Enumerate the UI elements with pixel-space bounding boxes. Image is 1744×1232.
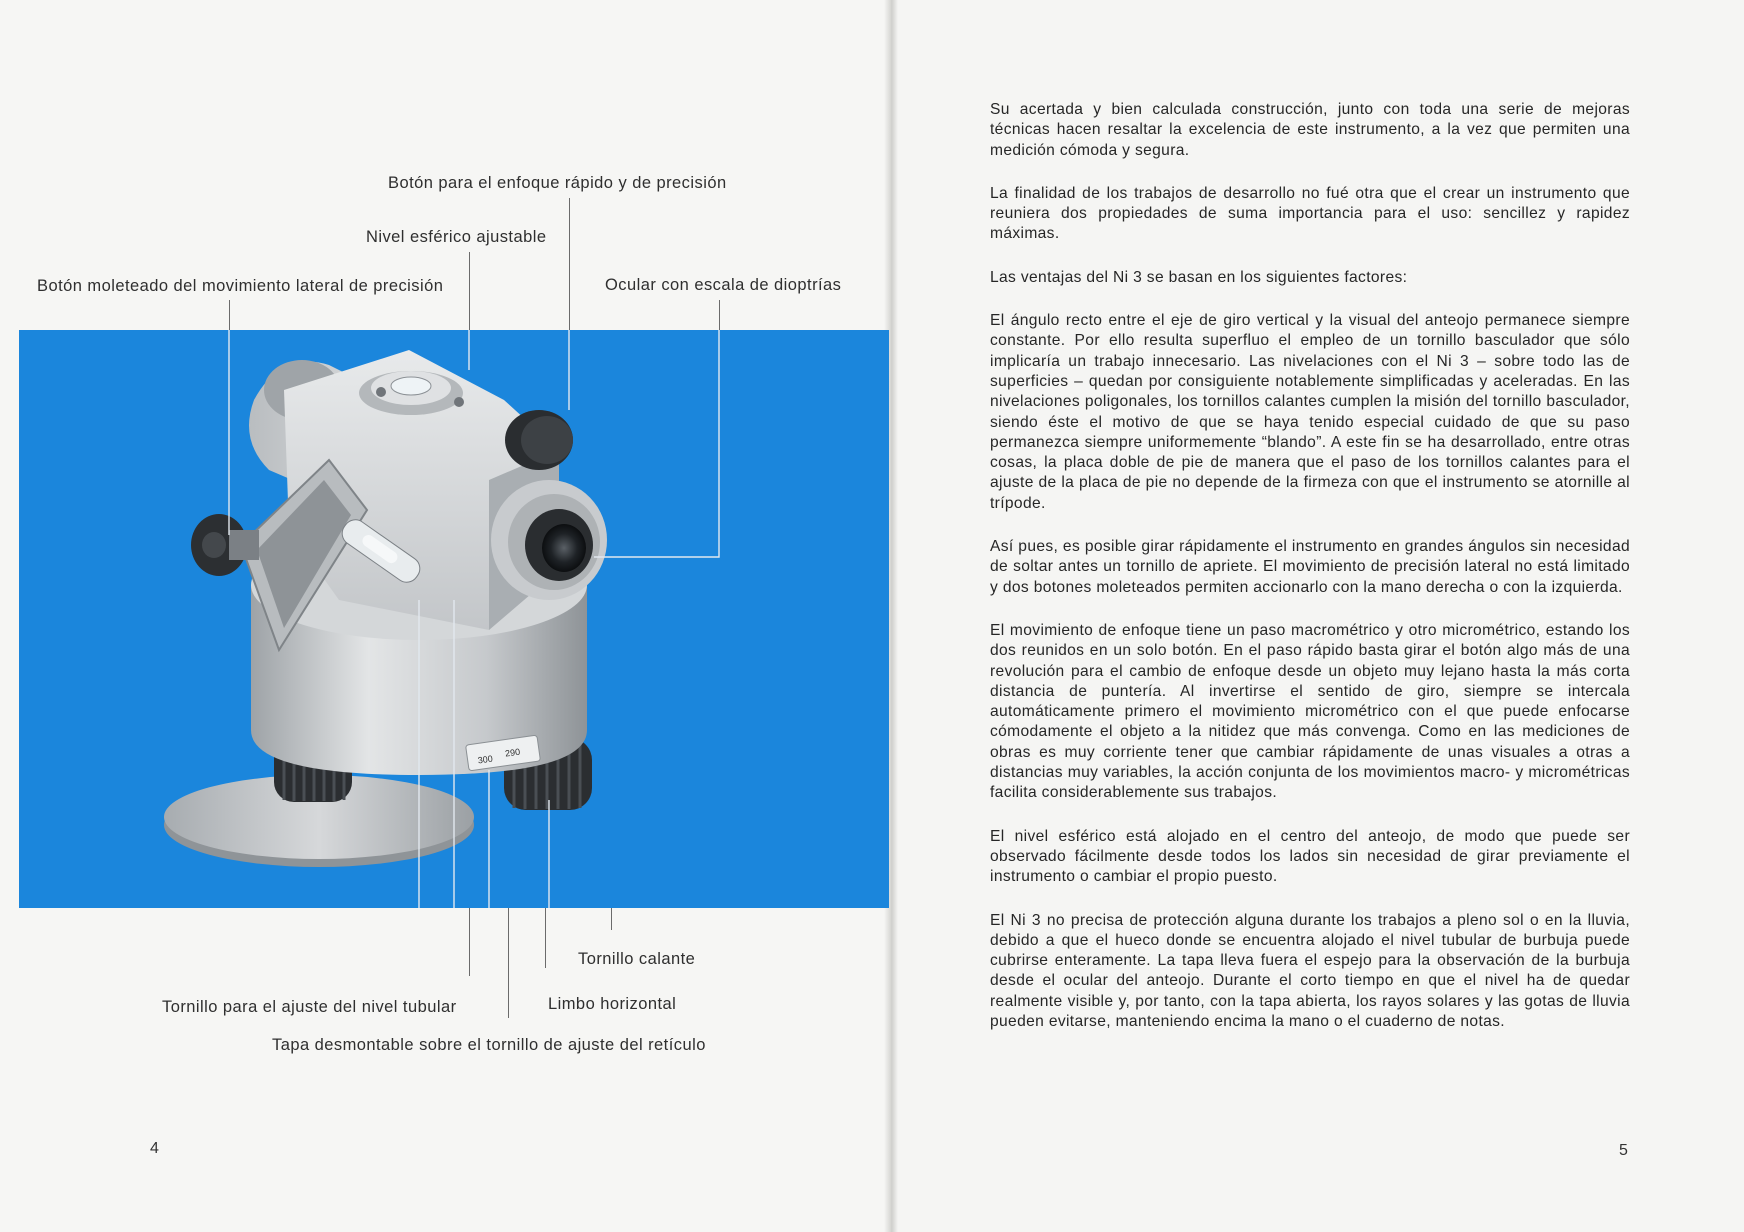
paragraph-circular-level: El nivel esférico está alojado en el centro del anteojo, de modo que puede ser observado fácilmente desde todos los lados sin necesidad de girar previamente el instrumento o cambiar el propio puesto. [990, 827, 1630, 886]
leader-reticle-cap-lower [508, 908, 509, 1018]
page-number-left: 4 [150, 1140, 159, 1157]
leader-tubular-level-lower [469, 908, 470, 976]
label-lateral-knob: Botón moleteado del movimiento lateral de precisión [37, 277, 444, 295]
paragraph-goal: La finalidad de los trabajos de desarrollo no fué otra que el crear un instrumento que reuniera dos propiedades de suma importancia para el uso: sencillez y rapidez máximas. [990, 184, 1630, 243]
label-horizontal-circle: Limbo horizontal [548, 995, 677, 1013]
paragraph-intro: Su acertada y bien calculada construcción, junto con toda una serie de mejoras técnicas hacen resaltar la excelencia de este instrumento, a la vez que permiten una medición cómoda y segura. [990, 101, 1630, 159]
label-eyepiece: Ocular con escala de dioptrías [605, 276, 842, 294]
label-focus-knob: Botón para el enfoque rápido y de precisión [388, 174, 727, 192]
label-circular-level: Nivel esférico ajustable [366, 228, 547, 246]
level-instrument-illustration [19, 330, 889, 908]
paragraph-rotation: Así pues, es posible girar rápidamente el instrumento en grandes ángulos sin necesidad de soltar antes un tornillo de apriete. El movimiento de precisión lateral no está limitado y dos botones moleteados permiten accionarlo con la mano derecha o con la izquierda. [990, 538, 1630, 596]
label-foot-screw: Tornillo calante [578, 950, 696, 968]
body-text [990, 100, 1630, 1055]
paragraph-focus: El movimiento de enfoque tiene un paso macrométrico y otro micrométrico, estando los dos reunidos en un solo botón. En el paso rápido basta girar el botón algo más de una revolución para el cambio de enfoque desde un objeto muy lejano hasta la más corta distancia de puntería. Al invertirse el sentido de giro, siempre se intercala automáticamente primero el movimiento micrométrico con el que puede enfocarse cómodamente el objeto a la nitidez que más convenga. Como en las mediciones de obras es muy corriente tener que cambiar rápidamente de unas visuales a otras a distancias muy variables, la acción conjunta de los movimientos macro- y micrométricas facilita considerablemente sus trabajos. [990, 621, 1630, 802]
eyepiece [491, 480, 607, 600]
leader-lateral-knob-upper [229, 300, 230, 330]
focus-knob [505, 410, 573, 470]
leader-eyepiece-upper [719, 300, 720, 330]
leader-horizontal-circle-lower [545, 908, 546, 968]
svg-text:290: 290 [504, 746, 521, 759]
label-tubular-level-screw: Tornillo para el ajuste del nivel tubular [162, 998, 457, 1016]
page-number-right: 5 [1619, 1142, 1628, 1159]
paragraph-advantages: Las ventajas del Ni 3 se basan en los siguientes factores: [990, 268, 1408, 286]
svg-text:300: 300 [477, 753, 494, 766]
instrument-photo [19, 330, 889, 908]
leader-circular-level-upper [469, 252, 470, 330]
leader-foot-screw-lower [611, 908, 612, 930]
label-reticle-cap: Tapa desmontable sobre el tornillo de ajuste del retículo [272, 1036, 706, 1054]
paragraph-protection: El Ni 3 no precisa de protección alguna durante los trabajos a pleno sol o en la lluvia, debido a que el hueco donde se encuentra alojado el nivel tubular de burbuja puede cubrirse enteramente. La tapa lleva fuera el espejo para la observación de la burbuja desde el ocular del anteojo. Durante el corto tiempo en que el nivel ha de quedar realmente visible y, por tanto, con la tapa abierta, los rayos solares y las gotas de lluvia pueden evitarse, manteniendo encima la mano o el cuaderno de notas. [990, 911, 1630, 1030]
paragraph-right-angle: El ángulo recto entre el eje de giro vertical y la visual del anteojo permanece siempre constante. Por ello resulta superfluo el empleo de un tornillo basculador que sólo implicaría un trabajo innecesario. Las nivelaciones con el Ni 3 – sobre todo las de superficies – quedan por consiguiente notablemente simplificadas y aceleradas. En las nivelaciones poligonales, los tornillos calantes cumplen la misión del tornillo basculador, siendo éste el motivo de que se haya tenido especial cuidado de que su paso permanezca siempre uniformemente “blando”. A este fin se ha desarrollado, entre otras cosas, la placa doble de pie de manera que el paso de los tornillos calantes para el ajuste de la placa de pie no depende de la firmeza con que el instrumento se atornille al trípode. [990, 312, 1630, 512]
leader-focus-knob-upper [569, 198, 570, 330]
